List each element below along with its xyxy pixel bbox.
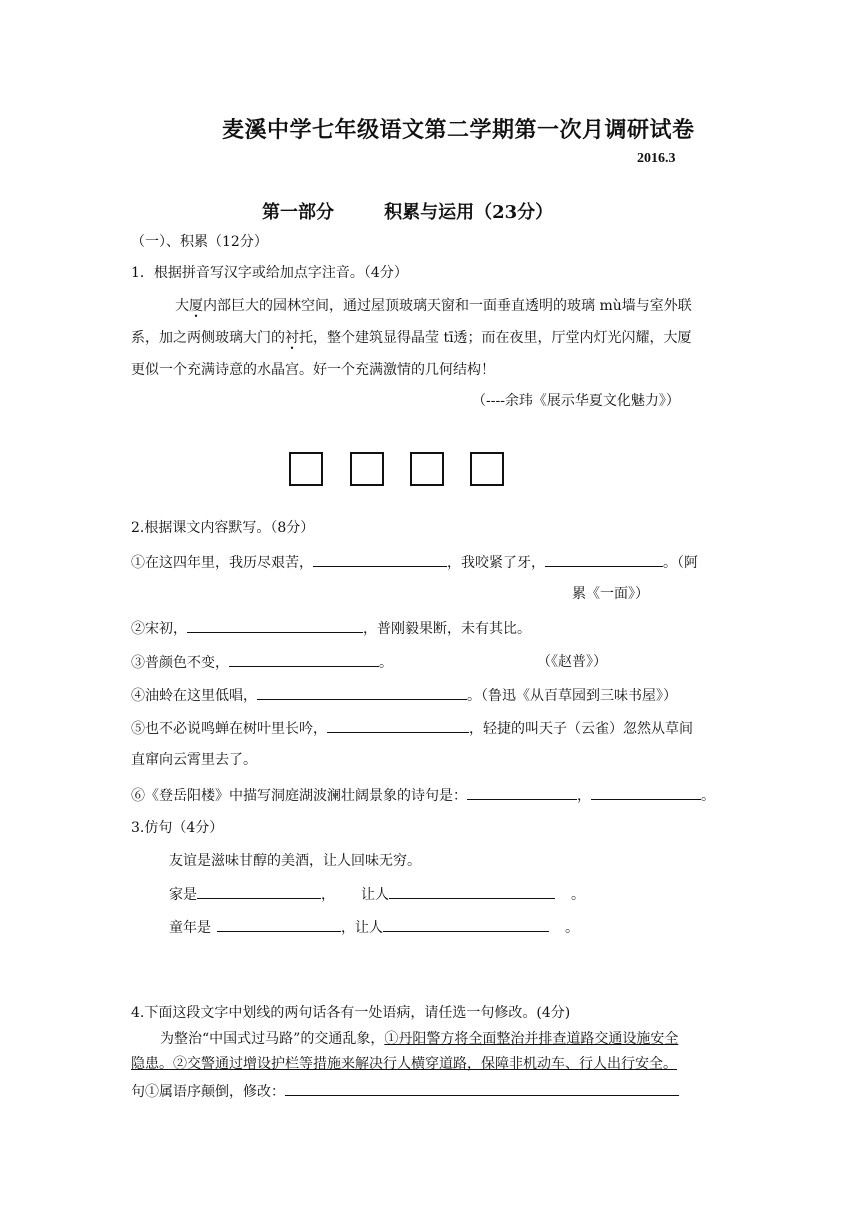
q2-prompt: 2.根据课文内容默写。（8分） (131, 520, 315, 536)
q2-item-5 (131, 718, 693, 739)
q3-text: 童年是 (169, 920, 211, 936)
fill-blank[interactable] (187, 618, 363, 633)
q1-passage-line1 (175, 296, 692, 316)
fill-blank[interactable] (545, 552, 663, 567)
section-accumulation: （一）、积累（12分） (131, 234, 268, 250)
q4-underlined-sentence-1: ①丹阳警方将全面整治并排查道路交通设施安全 (384, 1031, 679, 1047)
q3-example: 友谊是滋味甘醇的美酒，让人回味无穷。 (169, 853, 421, 869)
answer-box-3[interactable] (410, 452, 444, 486)
q2-text: ③普颜色不变， (131, 655, 229, 671)
answer-box-4[interactable] (470, 452, 504, 486)
q2-text: ，普刚毅果断，未有其比。 (363, 621, 531, 637)
q1-text: 系，加之两侧玻璃大门的 (131, 330, 285, 346)
q3-text: 。 (565, 920, 579, 936)
q2-text: 。 (701, 788, 715, 804)
q1-text: 内部巨大的园林空间，通过屋顶玻璃天窗和一面垂直透明的玻璃 mù墙与室外联 (203, 298, 692, 314)
fill-blank[interactable] (591, 785, 701, 800)
fill-blank[interactable] (313, 552, 447, 567)
fill-blank[interactable] (285, 1081, 679, 1096)
dotted-char: 厦 (189, 298, 203, 314)
q4-text: 为整治“中国式过马路”的交通乱象， (160, 1031, 385, 1047)
q2-text: ，我咬紧了牙， (447, 555, 545, 571)
q1-source: （----余玮《展示华夏文化魅力》） (472, 393, 680, 409)
q1-prompt: 1．根据拼音写汉字或给加点字注音。（4分） (131, 265, 408, 281)
q4-text: 句①属语序颠倒，修改： (131, 1084, 285, 1100)
q2-item-5-cont: 直窜向云霄里去了。 (131, 752, 257, 768)
q2-text: ②宋初， (131, 621, 187, 637)
q2-item-4 (131, 685, 677, 706)
q2-text: ⑥《登岳阳楼》中描写洞庭湖波澜壮阔景象的诗句是： (131, 788, 467, 804)
q1-passage-line3: 更似一个充满诗意的水晶宫。好一个充满激情的几何结构！ (131, 362, 495, 378)
q2-item-1 (131, 552, 698, 573)
q2-item-1-source: 累《一面》） (572, 586, 649, 602)
q2-text: 。 (379, 655, 393, 671)
fill-blank[interactable] (383, 917, 549, 932)
dotted-char: 衬 (285, 330, 299, 346)
q3-text: ， (321, 887, 335, 903)
q4-prompt: 4.下面这段文字中划线的两句话各有一处语病，请任选一句修改。(4分) (131, 1005, 571, 1021)
fill-blank[interactable] (327, 718, 469, 733)
q3-text: ，让人 (341, 920, 383, 936)
fill-blank[interactable] (389, 884, 555, 899)
q4-underlined-sentence-2: ②交警通过增设护栏等措施来解决行人横穿道路，保障非机动车、行人出行安全。 (173, 1056, 677, 1072)
q4-underlined-sentence-1-end: 隐患。 (131, 1056, 173, 1072)
q2-text: 。（阿 (663, 555, 698, 571)
fill-blank[interactable] (217, 917, 341, 932)
answer-box-2[interactable] (350, 452, 384, 486)
q2-text: ④油蛉在这里低唱， (131, 688, 257, 704)
q2-text: ①在这四年里，我历尽艰苦， (131, 555, 313, 571)
fill-blank[interactable] (197, 884, 321, 899)
q3-line-1 (169, 884, 585, 905)
q2-item-2 (131, 618, 531, 639)
q3-text: 家是 (169, 887, 197, 903)
q2-text: ， (577, 788, 591, 804)
fill-blank[interactable] (229, 652, 379, 667)
fill-blank[interactable] (257, 685, 467, 700)
part1-title: 第一部分 积累与运用（23分） (262, 202, 554, 223)
q2-item-3-source: （《赵普》） (537, 654, 607, 670)
q2-text: 。（鲁迅《从百草园到三味书屋》） (467, 688, 677, 704)
q1-passage-line2 (131, 328, 692, 348)
q2-text: ，轻捷的叫天子（云雀）忽然从草间 (469, 721, 693, 737)
q3-line-2 (169, 917, 579, 938)
q3-text: 让人 (361, 887, 389, 903)
exam-date: 2016.3 (637, 151, 676, 166)
answer-box-1[interactable] (289, 452, 323, 486)
q1-text: 托，整个建筑显得晶莹 tī透；而在夜里，厅堂内灯光闪耀，大厦 (299, 330, 692, 346)
q3-text: 。 (571, 887, 585, 903)
exam-title: 麦溪中学七年级语文第二学期第一次月调研试卷 (222, 117, 695, 143)
q2-item-3 (131, 652, 393, 673)
fill-blank[interactable] (467, 785, 577, 800)
q4-passage-line2 (131, 1054, 677, 1074)
q1-text: 大 (175, 298, 189, 314)
q3-prompt: 3.仿句（4分） (131, 820, 224, 836)
q4-answer-line (131, 1081, 679, 1102)
q2-text: ⑤也不必说鸣蝉在树叶里长吟， (131, 721, 327, 737)
q2-item-6 (131, 785, 715, 806)
q4-passage-line1 (160, 1029, 678, 1049)
